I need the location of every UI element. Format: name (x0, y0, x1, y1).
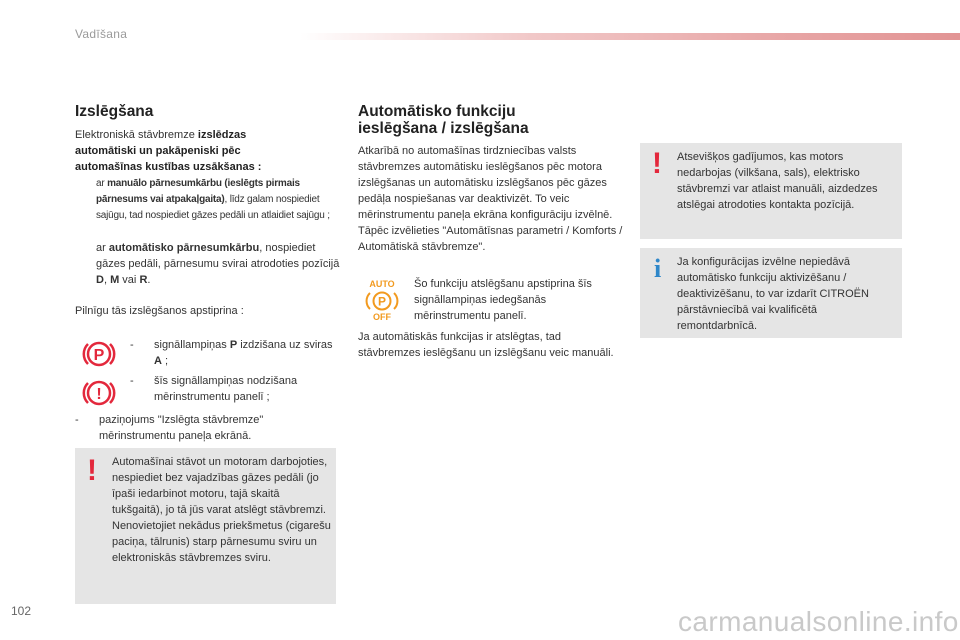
svg-text:AUTO: AUTO (369, 279, 395, 289)
intro-paragraph: Elektroniskā stāvbremze izslēdzas automātiski un pakāpeniski pēc automašīnas kustības uzsākšanas : (75, 129, 262, 173)
dash-glyph: - (130, 375, 134, 387)
confirmation-intro: Pilnīgu tās izslēgšanos apstiprina : (75, 305, 244, 317)
confirmation-item-lamp-off: - šīs signāllampiņas nodzišana mērinstrumentu panelī ; (130, 375, 298, 403)
header-gradient-bar (300, 33, 960, 40)
parking-brake-p-icon (82, 337, 116, 371)
warning-text: Atsevišķos gadījumos, kas motors nedarbojas (vilkšana, sals), elektrisko stāvbremzi var atlaist manuāli, aizdedzes atslēgai atrodoties kontakta pozīcijā. (677, 151, 878, 211)
dash-glyph: - (75, 414, 79, 426)
heading-izslegsana: Izslēgšana (75, 103, 154, 120)
warning-box-accelerator (75, 448, 336, 604)
bullet-automatic-gearbox: ar automātisko pārnesumkārbu, nospiediet gāzes pedāli, pārnesumu svirai atrodoties pozīcijā D, M vai R. (96, 242, 340, 286)
info-text: Ja konfigurācijas izvēlne nepiedāvā automātisko funkciju aktivizēšanu / deaktivizēšanu, to var izdarīt CITROËN pārstāvniecībā vai kvalificētā remontdarbnīcā. (677, 256, 869, 332)
dash-glyph: - (130, 339, 134, 351)
svg-text:P: P (93, 347, 105, 364)
info-icon: i (654, 254, 662, 283)
confirmation-item-lamp-p: - signāllampiņas P izdzišana uz sviras A ; (130, 339, 333, 367)
manual-operation-paragraph: Ja automātiskās funkcijas ir atslēgtas, tad stāvbremzes ieslēgšanu un izslēgšanu veic manuāli. (358, 331, 614, 359)
confirmation-item-message: - paziņojums "Izslēgta stāvbremze" mērinstrumentu paneļa ekrānā. (75, 414, 264, 442)
warning-text: Automašīnai stāvot un motoram darbojoties, nespiediet bez vajadzības gāzes pedāli (jo īpaši iedarbinot motoru, tajā skaitā tukšgaitā), jo tā jūs varat atslēgt stāvbremzi. Nenovietojiet nekādus priekšmetus (cigarešu paciņa, tālrunis) starp pārnesumu sviru un elektroniskās stāvbremzes sviru. (112, 456, 331, 564)
svg-text:P: P (377, 294, 387, 309)
warning-exclamation-icon: ! (652, 147, 662, 180)
warning-box-manual-release (640, 143, 902, 239)
auto-p-off-icon (364, 278, 400, 322)
deactivation-confirm-paragraph: Šo funkciju atslēgšanu apstiprina šīs signāllampiņas iedegšanās mērinstrumentu panelī. (414, 278, 592, 322)
svg-text:OFF: OFF (373, 312, 391, 322)
watermark: carmanualsonline.info (678, 606, 959, 637)
info-box-dealer (640, 248, 902, 338)
heading-auto-functions: Automātisko funkciju ieslēgšana / izslēgšana (358, 103, 529, 137)
bullet-manual-gearbox: ar manuālo pārnesumkārbu (ieslēgts pirmais pārnesums vai atpakaļgaita), līdz galam nospiediet sajūgu, tad nospiediet gāzes pedāli un atlaidiet sajūgu ; (96, 178, 330, 221)
page-number: 102 (11, 604, 32, 618)
svg-text:!: ! (96, 386, 102, 403)
auto-functions-paragraph: Atkarībā no automašīnas tirdzniecības valsts stāvbremzes automātisku ieslēgšanos pēc motora izslēgšanas un automātisku izslēgšanos pēc gāzes pedāļa nospiešanas var deaktivizēt. To veic mērinstrumentu paneļa ekrāna konfigurāciju izvēlnē. Tāpēc izvēlieties "Automātīsnas parametri / Komforts / Automātiskā stāvbremze". (358, 145, 623, 253)
warning-exclamation-icon: ! (87, 454, 97, 487)
brake-warning-icon (82, 376, 116, 410)
section-header-title: Vadīšana (75, 27, 128, 41)
